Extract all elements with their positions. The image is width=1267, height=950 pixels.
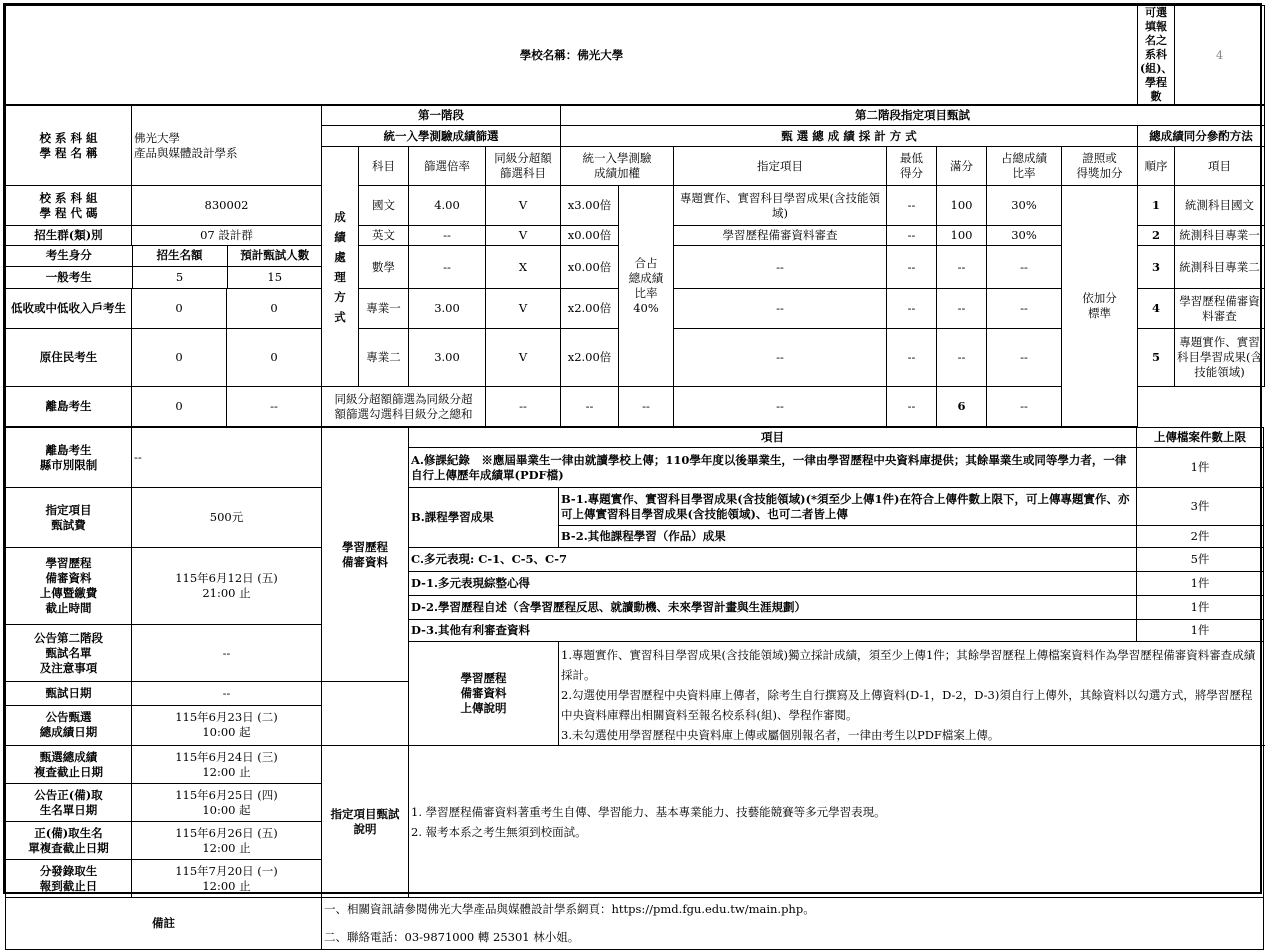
h-weight: 統一入學測驗 成績加權: [561, 147, 674, 186]
expected-cell: 0: [227, 289, 322, 329]
expected-cell: 15: [227, 266, 322, 288]
portfolio-d1-text: D-1.多元表現綜整心得: [409, 572, 1137, 596]
stage1-title: 第一階段: [322, 106, 561, 126]
stage1-side-label: 成 績 處 理 方 式: [322, 147, 359, 387]
info-value: 115年6月24日 (三) 12:00 止: [132, 746, 322, 784]
subject-cell: 英文: [359, 226, 409, 246]
info-value: --: [132, 428, 322, 488]
ratio-cell: --: [409, 226, 486, 246]
min-cell: --: [887, 226, 937, 246]
options-count: 4: [1175, 6, 1265, 105]
info-value: --: [132, 625, 322, 682]
full-cell: --: [937, 329, 987, 387]
item-cell: 學習歷程備審資料審查: [674, 226, 887, 246]
tie-item-cell: 統測科目專業一: [1175, 226, 1265, 246]
ratio-cell: 3.00: [409, 329, 486, 387]
info-label: 指定項目 甄試費: [6, 488, 132, 548]
info-label: 正(備)取生名 單複查截止日期: [6, 822, 132, 860]
info-label: 公告第二階段 甄試名單 及注意事項: [6, 625, 132, 682]
full-cell: 100: [937, 186, 987, 226]
portfolio-b2-limit: 2件: [1137, 526, 1264, 548]
remarks-line-2: 二、聯絡電話：03-9871000 轉 25301 林小姐。: [324, 930, 580, 944]
h-item: 指定項目: [674, 147, 887, 186]
order-cell: 4: [1138, 289, 1175, 329]
h-ratio: 篩選倍率: [409, 147, 486, 186]
stage1-subtitle: 統一入學測驗成績篩選: [322, 126, 561, 147]
tie-cell: V: [486, 186, 561, 226]
order-cell: 1: [1138, 186, 1175, 226]
min-cell: --: [887, 246, 937, 289]
school-title: 學校名稱：佛光大學: [6, 6, 1138, 105]
group-label: 招生群(類)別: [6, 226, 132, 246]
stage2-subtitle: 甄 選 總 成 績 採 計 方 式: [561, 126, 1138, 147]
min-cell: --: [887, 289, 937, 329]
info-label: 學習歷程 備審資料 上傳暨繳費 截止時間: [6, 548, 132, 625]
pct-cell: --: [987, 289, 1062, 329]
admit-cell: 5: [132, 266, 227, 288]
item-cell: 專題實作、實習科目學習成果(含技能領域): [674, 186, 887, 226]
identity-cell: 低收或中低收入戶考生: [6, 289, 132, 329]
h-admit: 招生名額: [132, 246, 227, 266]
order-cell: 2: [1138, 226, 1175, 246]
full-cell: --: [937, 246, 987, 289]
pct-cell: --: [887, 387, 937, 427]
tie-cell: V: [486, 226, 561, 246]
tie-item-cell: 學習歷程備審資料審查: [1175, 289, 1265, 329]
info-value: 115年7月20日 (一) 12:00 止: [132, 860, 322, 898]
order-cell: 6: [937, 387, 987, 427]
item-cell: --: [674, 246, 887, 289]
h-expected: 預計甄試人數: [227, 246, 322, 266]
weight-cell: x2.00倍: [561, 329, 619, 387]
info-value: 115年6月12日 (五) 21:00 止: [132, 548, 322, 625]
remarks-body: [322, 898, 1264, 950]
portfolio-a-limit: 1件: [1137, 448, 1264, 488]
h-bonus: 證照或 得獎加分: [1062, 147, 1138, 186]
tie-title: 總成績同分參酌方法: [1138, 126, 1265, 147]
tie-item-cell: 統測科目國文: [1175, 186, 1265, 226]
full-cell: 100: [937, 226, 987, 246]
info-label: 甄選總成績 複查截止日期: [6, 746, 132, 784]
admit-cell: 0: [132, 387, 227, 427]
portfolio-c-limit: 5件: [1137, 548, 1264, 572]
subject-cell: 專業一: [359, 289, 409, 329]
info-table: [5, 427, 1264, 746]
portfolio-d3-text: D-3.其他有利審查資料: [409, 620, 1137, 642]
h-pct: 占總成績 比率: [987, 147, 1062, 186]
info-value: --: [132, 682, 322, 705]
weight-cell: x0.00倍: [561, 226, 619, 246]
scoring-table: [5, 105, 1265, 427]
info-value: 115年6月25日 (四) 10:00 起: [132, 784, 322, 822]
subject-cell: 專業二: [359, 329, 409, 387]
ratio-cell: 3.00: [409, 289, 486, 329]
portfolio-b2-text: B-2.其他課程學習（作品）成果: [559, 526, 1137, 548]
portfolio-d2-limit: 1件: [1137, 596, 1264, 620]
info-value: 115年6月23日 (二) 10:00 起: [132, 705, 322, 745]
h-identity: 考生身分: [6, 246, 132, 266]
tie-cell: X: [486, 246, 561, 289]
portfolio-d3-limit: 1件: [1137, 620, 1264, 642]
identity-cell: 一般考生: [6, 266, 132, 288]
dept-name-value: 佛光大學 產品與媒體設計學系: [132, 106, 322, 186]
h-order: 順序: [1138, 147, 1175, 186]
portfolio-d1-limit: 1件: [1137, 572, 1264, 596]
ratio-cell: 4.00: [409, 186, 486, 226]
order-cell: 5: [1138, 329, 1175, 387]
weight-cell: x3.00倍: [561, 186, 619, 226]
admission-table: [5, 5, 1265, 105]
subject-cell: 國文: [359, 186, 409, 226]
h-tie-subject: 同級分超額 篩選科目: [486, 147, 561, 186]
portfolio-c-text: C.多元表現: C-1、C-5、C-7: [409, 548, 1137, 572]
tie-item-cell: 統測科目專業二: [1175, 246, 1265, 289]
info-label: 分發錄取生 報到截止日: [6, 860, 132, 898]
admission-sheet: [3, 3, 1263, 944]
expected-cell: 0: [227, 329, 322, 387]
pct-cell: 30%: [987, 226, 1062, 246]
upload-label: 學習歷程 備審資料 上傳說明: [409, 642, 559, 746]
portfolio-h-limit: 上傳檔案件數上限: [1137, 428, 1264, 448]
info-value: 500元: [132, 488, 322, 548]
portfolio-d2-text: D-2.學習歷程自述（含學習歷程反思、就讀動機、未來學習計畫與生涯規劃）: [409, 596, 1137, 620]
order-cell: 3: [1138, 246, 1175, 289]
h-tie-item: 項目: [1175, 147, 1265, 186]
exam-text: 1. 學習歷程備審資料著重考生自傳、學習能力、基本專業能力、技藝能競賽等多元學習表現。 2. 報考本系之考生無須到校面試。: [409, 746, 1264, 898]
weight-cell: x2.00倍: [561, 289, 619, 329]
tie-item-cell: --: [987, 387, 1062, 427]
dept-code-label: 校 系 科 組 學 程 代 碼: [6, 186, 132, 226]
portfolio-a-text: A.修課紀錄 ※應屆畢業生一律由就讀學校上傳；110學年度以後畢業生，一律由學習歷程中央資料庫提供；其餘畢業生或同等學力者，一律自行上傳歷年成績單(PDF檔): [409, 448, 1137, 488]
remarks-line-1: 一、相關資訊請參閱佛光大學產品與媒體設計學系網頁：https://pmd.fgu.edu.tw/main.php。: [324, 902, 815, 916]
pct-cell: --: [987, 329, 1062, 387]
exam-table: [5, 745, 1264, 898]
weight-cell: x0.00倍: [561, 246, 619, 289]
weight-cell: --: [486, 387, 561, 427]
info-label: 甄試日期: [6, 682, 132, 705]
pct-cell: 30%: [987, 186, 1062, 226]
item-cell: --: [561, 387, 619, 427]
tie-cell: V: [486, 329, 561, 387]
portfolio-label: 學習歷程 備審資料: [322, 428, 409, 682]
info-label: 離島考生 縣市別限制: [6, 428, 132, 488]
admit-cell: 0: [132, 289, 227, 329]
min-cell: --: [887, 329, 937, 387]
item-cell: --: [674, 329, 887, 387]
min-cell: --: [619, 387, 674, 427]
h-subject: 科目: [359, 147, 409, 186]
portfolio-h-item: 項目: [409, 428, 1137, 448]
dept-code-value: 830002: [132, 186, 322, 226]
tie-note: 同級分超額篩選為同級分超 額篩選勾選科目級分之總和: [322, 387, 486, 427]
info-label: 公告正(備)取 生名單日期: [6, 784, 132, 822]
portfolio-b1-text: B-1.專題實作、實習科目學習成果(含技能領域)(*須至少上傳1件)在符合上傳件數上限下，可上傳專題實作、亦可上傳實習科目學習成果(含技能領域)、也可二者皆上傳: [559, 488, 1137, 526]
ratio-cell: --: [409, 246, 486, 289]
expected-cell: --: [227, 387, 322, 427]
identity-cell: 離島考生: [6, 387, 132, 427]
tie-cell: V: [486, 289, 561, 329]
min-cell: --: [887, 186, 937, 226]
upload-text: 1.專題實作、實習科目學習成果(含技能領域)獨立採計成績，須至少上傳1件；其餘學習歷程上傳檔案資料作為學習歷程備審資料審查成績採計。 2.勾選使用學習歷程中央資料庫上傳者，除考生自行撰寫及上傳資料(D-1，D-2，D-3)須自行上傳外，其餘資料以勾選方式，將學習歷程中央資料庫釋出相關資料至報名校系科(組)、學程作審閱。 3.未勾選使用學習歷程中央資料庫上傳或屬個別報名者，一律由考生以PDF檔案上傳。: [559, 642, 1264, 746]
combined-ratio: 合占 總成績 比率 40%: [619, 186, 674, 387]
bonus-cell: 依加分 標準: [1062, 186, 1138, 427]
portfolio-b1-limit: 3件: [1137, 488, 1264, 526]
remarks-label: 備註: [6, 898, 322, 950]
dept-name-label: 校 系 科 組 學 程 名 稱: [6, 106, 132, 186]
pct-cell: --: [987, 246, 1062, 289]
remarks-table: [5, 897, 1264, 950]
h-full: 滿分: [937, 147, 987, 186]
admit-cell: 0: [132, 329, 227, 387]
tie-item-cell: 專題實作、實習科目學習成果(含技能領域): [1175, 329, 1265, 387]
identity-cell: 原住民考生: [6, 329, 132, 387]
subject-cell: 數學: [359, 246, 409, 289]
quota-header-cell: [6, 246, 322, 289]
options-label: 可選填報名之系科(組)、學程數: [1138, 6, 1175, 105]
full-cell: --: [937, 289, 987, 329]
full-cell: --: [674, 387, 887, 427]
exam-label: 指定項目甄試 說明: [322, 746, 409, 898]
info-value: 115年6月26日 (五) 12:00 止: [132, 822, 322, 860]
info-label: 公告甄選 總成績日期: [6, 705, 132, 745]
stage2-title: 第二階段指定項目甄試: [561, 106, 1265, 126]
item-cell: --: [674, 289, 887, 329]
h-min: 最低 得分: [887, 147, 937, 186]
portfolio-b-label: B.課程學習成果: [409, 488, 559, 548]
group-value: 07 設計群: [132, 226, 322, 246]
